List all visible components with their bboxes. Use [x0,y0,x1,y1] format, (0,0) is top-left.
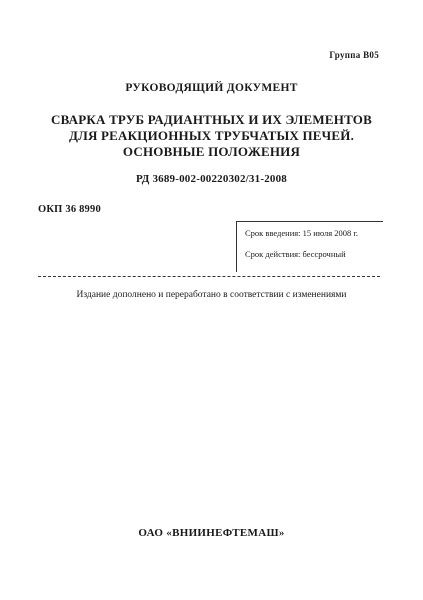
document-title [0,112,423,160]
okp-code: ОКП 36 8990 [38,204,101,215]
document-title-line-3: ОСНОВНЫЕ ПОЛОЖЕНИЯ [122,144,301,159]
document-title-line-2: ДЛЯ РЕАКЦИОННЫХ ТРУБЧАТЫХ ПЕЧЕЙ. [68,128,355,143]
group-label: Группа В05 [329,50,379,60]
introduction-date: Срок введения: 15 июля 2008 г. [245,228,359,238]
document-code: РД 3689-002-00220302/31-2008 [135,173,287,185]
document-title-line-1: СВАРКА ТРУБ РАДИАНТНЫХ И ИХ ЭЛЕМЕНТОВ [51,112,372,127]
organization-name: ОАО «ВНИИНЕФТЕМАШ» [138,527,285,539]
separator-line [38,276,380,277]
validity-term: Срок действия: бессрочный [245,249,346,259]
edition-note: Издание дополнено и переработано в соответствии с изменениями [76,290,347,300]
document-kind: РУКОВОДЯЩИЙ ДОКУМЕНТ [125,82,298,94]
